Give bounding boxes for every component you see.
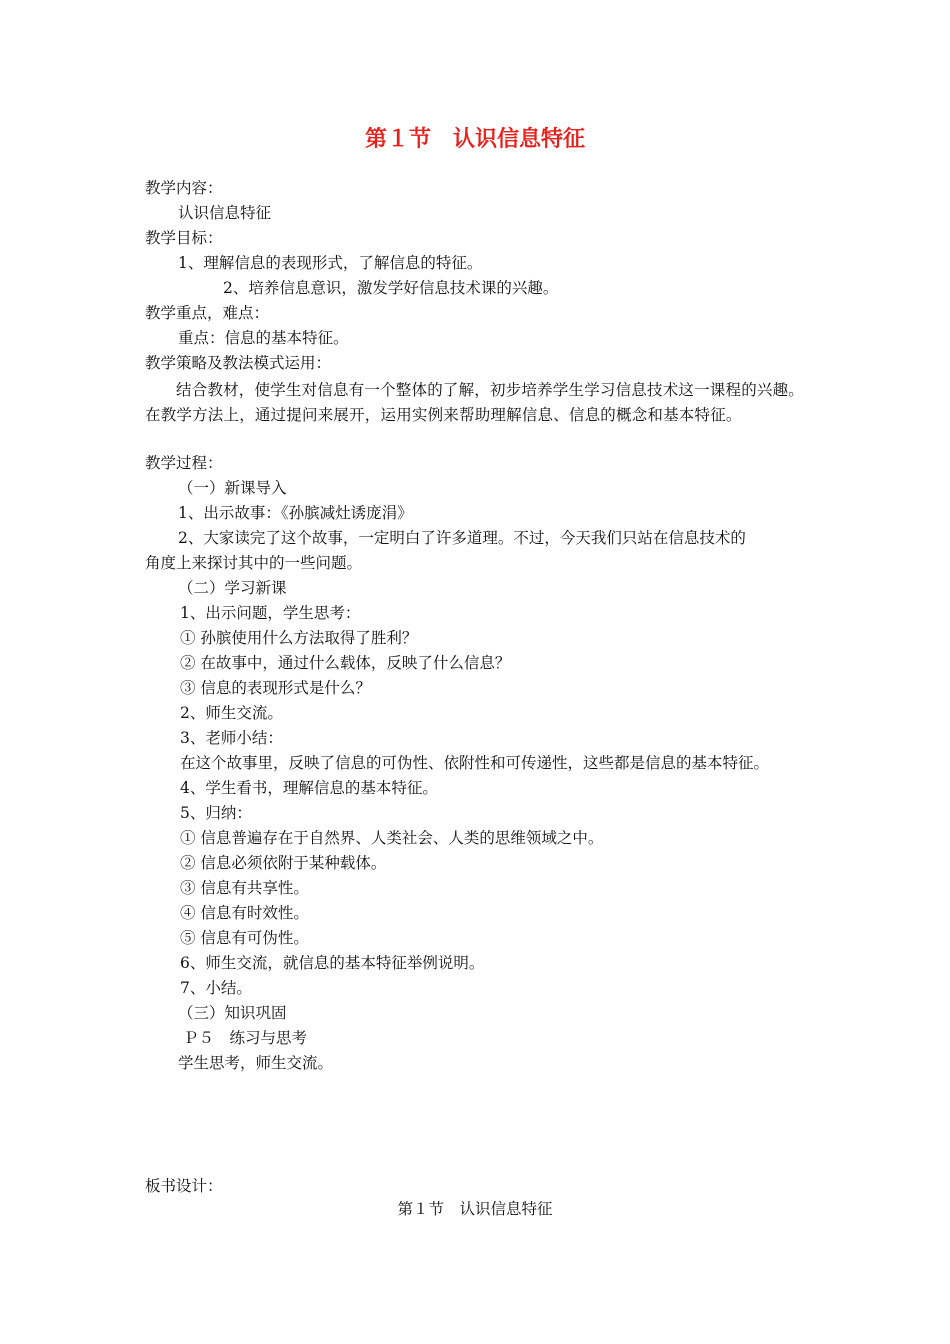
text-line: ① 信息普遍存在于自然界、人类社会、人类的思维领域之中。: [180, 829, 604, 847]
strategy-paragraph: 结合教材，使学生对信息有一个整体的了解，初步培养学生学习信息技术这一课程的兴趣。在教学方法上，通过提问来展开，运用实例来帮助理解信息、信息的概念和基本特征。: [145, 381, 805, 424]
text-line: 教学重点，难点：: [145, 304, 270, 322]
text-line: 在这个故事里，反映了信息的可伪性、依附性和可传递性，这些都是信息的基本特征。: [180, 754, 770, 772]
board-design-title: 第１节 认识信息特征: [397, 1200, 553, 1218]
text-line: 教学过程：: [145, 454, 223, 472]
text-line: 2、培养信息意识，激发学好信息技术课的兴趣。: [223, 279, 559, 297]
text-line: 2、大家读完了这个故事，一定明白了许多道理。不过，今天我们只站在信息技术的: [178, 529, 746, 547]
text-line: 角度上来探讨其中的一些问题。: [145, 554, 363, 572]
text-line: 教学策略及教法模式运用：: [145, 354, 332, 372]
text-line: Ｐ５ 练习与思考: [183, 1029, 308, 1047]
text-line: ③ 信息的表现形式是什么？: [180, 679, 371, 697]
text-line: 1、出示问题，学生思考：: [180, 604, 361, 622]
text-line: 3、老师小结：: [180, 729, 283, 747]
text-line: （一）新课导入: [178, 479, 287, 497]
text-line: ② 信息必须依附于某种载体。: [180, 854, 387, 872]
text-line: （三）知识巩固: [178, 1004, 287, 1022]
text-line: 教学目标：: [145, 229, 223, 247]
text-line: 重点：信息的基本特征。: [178, 329, 349, 347]
text-line: 板书设计：: [145, 1177, 223, 1195]
text-line: 1、出示故事：《孙膑减灶诱庞涓》: [178, 504, 413, 522]
text-line: 7、小结。: [180, 979, 252, 997]
text-line: 5、归纳：: [180, 804, 252, 822]
text-line: ③ 信息有共享性。: [180, 879, 309, 897]
text-line: 6、师生交流，就信息的基本特征举例说明。: [180, 954, 485, 972]
text-line: ④ 信息有时效性。: [180, 904, 309, 922]
text-line: ① 孙膑使用什么方法取得了胜利？: [180, 629, 418, 647]
text-line: （二）学习新课: [178, 579, 287, 597]
text-line: 学生思考，师生交流。: [178, 1054, 334, 1072]
text-line: 认识信息特征: [178, 204, 272, 222]
text-line: 4、学生看书，理解信息的基本特征。: [180, 779, 438, 797]
text-line: 1、理解信息的表现形式，了解信息的特征。: [178, 254, 483, 272]
text-line: ② 在故事中，通过什么载体，反映了什么信息？: [180, 654, 511, 672]
page-title: 第１节 认识信息特征: [364, 127, 585, 152]
text-line: 教学内容：: [145, 179, 223, 197]
text-line: ⑤ 信息有可伪性。: [180, 929, 309, 947]
text-line: 2、师生交流。: [180, 704, 283, 722]
